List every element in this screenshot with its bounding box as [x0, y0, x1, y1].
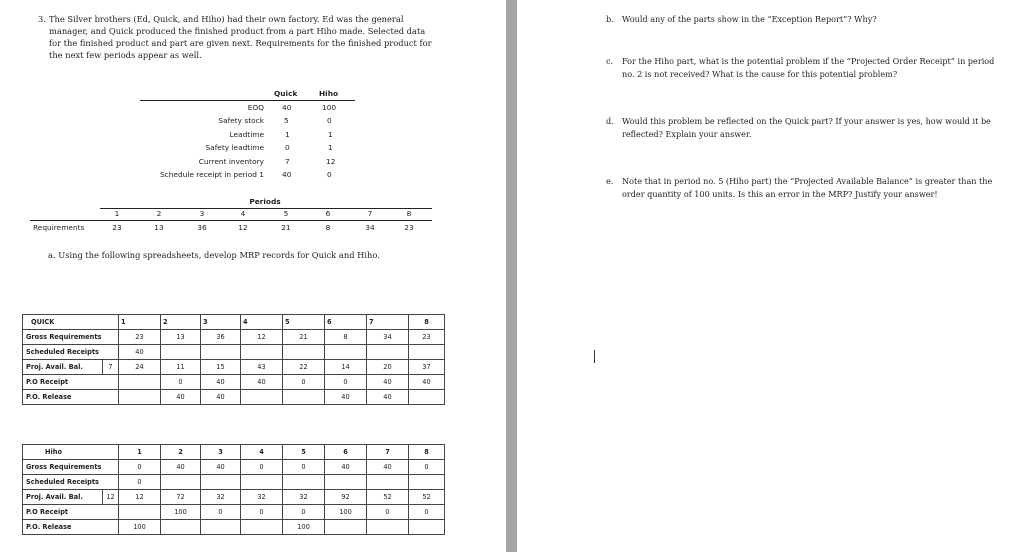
requirement-value: 23 — [112, 223, 122, 232]
table-cell: 0 — [119, 475, 161, 490]
table-cell: 100 — [161, 505, 201, 520]
param-quick-value: 5 — [284, 116, 289, 125]
question-letter: d. — [606, 116, 614, 126]
param-label: Safety stock — [218, 116, 264, 125]
param-hiho-value: 100 — [322, 103, 337, 112]
question-text: Would this problem be reflected on the Quick part? If your answer is yes, how would it be reflected? Explain your answer. — [622, 116, 991, 139]
param-hiho-value: 1 — [328, 143, 333, 152]
table-cell — [161, 345, 201, 360]
table-cell: 0 — [161, 375, 201, 390]
period-number: 6 — [325, 209, 331, 218]
table-row — [23, 345, 445, 360]
table-cell: 32 — [283, 490, 325, 505]
table-cell: 40 — [367, 390, 409, 405]
requirement-value: 13 — [154, 223, 164, 232]
question-text: Note that in period no. 5 (Hiho part) the “Projected Available Balance” is greater than the order quantity of 100 units. Is this an error in the MRP? Justify your answer! — [622, 176, 993, 199]
table-row — [23, 460, 445, 475]
param-label: Leadtime — [229, 130, 264, 139]
param-hiho-value: 0 — [327, 170, 332, 179]
header-hiho: Hiho — [319, 89, 339, 98]
right-page — [517, 0, 1024, 552]
row-label: Scheduled Receipts — [23, 475, 119, 490]
period-header: 6 — [325, 315, 367, 330]
table-cell — [201, 475, 241, 490]
table-cell: 0 — [367, 505, 409, 520]
table-cell — [241, 475, 283, 490]
period-header: 2 — [161, 445, 201, 460]
table-cell: 0 — [241, 460, 283, 475]
text-cursor — [594, 350, 595, 363]
row-label: Proj. Avail. Bal. — [23, 360, 103, 375]
row-label: Gross Requirements — [23, 330, 119, 345]
table-cell — [161, 520, 201, 535]
period-header: 1 — [119, 445, 161, 460]
requirement-value: 34 — [365, 223, 375, 232]
table-cell: 37 — [409, 360, 445, 375]
param-quick-value: 7 — [285, 157, 290, 166]
table-cell — [201, 345, 241, 360]
table-cell — [409, 475, 445, 490]
period-number: 8 — [406, 209, 412, 218]
table-cell: 12 — [119, 490, 161, 505]
param-label: Safety leadtime — [205, 143, 264, 152]
table-cell — [119, 375, 161, 390]
table-cell — [325, 475, 367, 490]
table-cell: 0 — [283, 505, 325, 520]
periods-header: Periods — [249, 197, 281, 206]
period-header: 5 — [283, 445, 325, 460]
table-cell: 15 — [201, 360, 241, 375]
requirements-table — [0, 0, 506, 240]
table-row — [23, 375, 445, 390]
param-hiho-value: 0 — [327, 116, 332, 125]
problem-line: The Silver brothers (Ed, Quick, and Hiho) had their own factory. Ed was the general — [49, 14, 404, 24]
quick-mrp-table — [22, 314, 445, 405]
table-cell — [325, 520, 367, 535]
row-label: P.O. Release — [23, 390, 119, 405]
table-cell: 0 — [241, 505, 283, 520]
question-b — [606, 13, 996, 26]
period-header: 8 — [409, 315, 445, 330]
param-quick-value: 40 — [282, 170, 292, 179]
requirement-value: 8 — [325, 223, 331, 232]
requirements-rule — [30, 220, 432, 221]
row-label: P.O Receipt — [23, 375, 119, 390]
on-hand-cell: 7 — [103, 360, 119, 375]
period-number: 5 — [283, 209, 289, 218]
table-cell: 0 — [325, 375, 367, 390]
table-cell: 100 — [325, 505, 367, 520]
table-cell — [241, 520, 283, 535]
table-cell — [241, 345, 283, 360]
param-quick-value: 40 — [282, 103, 292, 112]
table-cell: 40 — [201, 375, 241, 390]
table-cell: 11 — [161, 360, 201, 375]
table-cell: 14 — [325, 360, 367, 375]
table-cell: 40 — [325, 460, 367, 475]
table-cell: 52 — [367, 490, 409, 505]
hiho-title: Hiho — [23, 445, 119, 460]
requirements-label: Requirements — [33, 223, 85, 232]
row-label: P.O. Release — [23, 520, 119, 535]
table-cell: 40 — [409, 375, 445, 390]
table-cell — [367, 520, 409, 535]
param-hiho-value: 1 — [328, 130, 333, 139]
table-cell: 0 — [283, 460, 325, 475]
table-cell: 0 — [119, 460, 161, 475]
table-cell — [367, 345, 409, 360]
period-header: 3 — [201, 445, 241, 460]
question-letter: e. — [606, 176, 614, 186]
question-e — [606, 175, 996, 200]
period-header: 4 — [241, 445, 283, 460]
table-cell: 52 — [409, 490, 445, 505]
table-cell — [119, 505, 161, 520]
question-a: a. Using the following spreadsheets, develop MRP records for Quick and Hiho. — [48, 250, 380, 260]
row-label: Proj. Avail. Bal. — [23, 490, 103, 505]
period-header: 3 — [201, 315, 241, 330]
table-cell — [161, 475, 201, 490]
problem-line: for the finished product and part are given next. Requirements for the finished product for — [49, 38, 432, 48]
param-label: Schedule receipt in period 1 — [159, 170, 264, 179]
question-d — [606, 115, 996, 140]
hiho-mrp-table — [22, 444, 445, 535]
question-c — [606, 55, 996, 80]
table-cell: 0 — [283, 375, 325, 390]
period-number: 3 — [199, 209, 205, 218]
table-cell: 22 — [283, 360, 325, 375]
table-cell — [409, 520, 445, 535]
table-cell: 23 — [409, 330, 445, 345]
page-divider — [506, 0, 517, 552]
table-cell: 40 — [241, 375, 283, 390]
left-page — [0, 0, 506, 552]
table-cell — [283, 475, 325, 490]
requirement-value: 23 — [404, 223, 414, 232]
question-letter: b. — [606, 14, 614, 24]
table-cell: 100 — [283, 520, 325, 535]
table-row — [23, 475, 445, 490]
table-cell — [367, 475, 409, 490]
question-letter: c. — [606, 56, 614, 66]
table-cell: 40 — [201, 460, 241, 475]
requirement-value: 36 — [197, 223, 207, 232]
table-cell: 40 — [161, 390, 201, 405]
param-quick-value: 0 — [285, 143, 290, 152]
period-number: 2 — [156, 209, 162, 218]
table-cell: 24 — [119, 360, 161, 375]
table-cell — [119, 390, 161, 405]
question-text: Would any of the parts show in the “Exception Report”? Why? — [622, 14, 877, 24]
table-cell: 0 — [409, 505, 445, 520]
periods-rule — [100, 208, 432, 209]
table-cell: 40 — [367, 375, 409, 390]
table-cell — [325, 345, 367, 360]
table-cell — [241, 390, 283, 405]
requirement-value: 12 — [238, 223, 248, 232]
table-row — [23, 360, 445, 375]
table-cell: 23 — [119, 330, 161, 345]
hiho-header-row — [23, 445, 445, 460]
table-row — [23, 390, 445, 405]
requirement-value: 21 — [281, 223, 291, 232]
table-cell: 32 — [241, 490, 283, 505]
table-cell: 40 — [119, 345, 161, 360]
period-number: 4 — [240, 209, 246, 218]
table-row — [23, 330, 445, 345]
param-quick-value: 1 — [285, 130, 290, 139]
question-text: For the Hiho part, what is the potential problem if the “Projected Order Receipt” in period no. 2 is not received? What is the cause for this potential problem? — [622, 56, 995, 79]
table-cell — [409, 390, 445, 405]
period-header: 4 — [241, 315, 283, 330]
problem-line: the next few periods appear as well. — [49, 50, 202, 60]
table-cell: 21 — [283, 330, 325, 345]
quick-title: QUICK — [23, 315, 119, 330]
table-cell: 43 — [241, 360, 283, 375]
table-row — [23, 520, 445, 535]
table-cell — [409, 345, 445, 360]
header-quick: Quick — [274, 89, 298, 98]
param-label: Current inventory — [198, 157, 264, 166]
period-number: 1 — [114, 209, 120, 218]
table-cell: 0 — [201, 505, 241, 520]
table-cell — [283, 390, 325, 405]
period-number: 7 — [367, 209, 373, 218]
table-cell: 100 — [119, 520, 161, 535]
row-label: Scheduled Receipts — [23, 345, 119, 360]
param-hiho-value: 12 — [326, 157, 336, 166]
table-cell: 36 — [201, 330, 241, 345]
period-header: 7 — [367, 315, 409, 330]
table-cell: 92 — [325, 490, 367, 505]
quick-header-row — [23, 315, 445, 330]
problem-line: manager, and Quick produced the finished product from a part Hiho made. Selected data — [49, 26, 426, 36]
period-header: 1 — [119, 315, 161, 330]
table-cell — [283, 345, 325, 360]
row-label: P.O Receipt — [23, 505, 119, 520]
table-cell — [201, 520, 241, 535]
param-label: EOQ — [247, 103, 264, 112]
period-header: 6 — [325, 445, 367, 460]
period-header: 8 — [409, 445, 445, 460]
problem-number: 3. — [38, 14, 46, 24]
period-header: 5 — [283, 315, 325, 330]
table-cell: 12 — [241, 330, 283, 345]
table-row — [23, 505, 445, 520]
table-cell: 40 — [201, 390, 241, 405]
row-label: Gross Requirements — [23, 460, 119, 475]
table-cell: 34 — [367, 330, 409, 345]
table-cell: 40 — [325, 390, 367, 405]
table-cell: 40 — [367, 460, 409, 475]
table-row — [23, 490, 445, 505]
period-header: 2 — [161, 315, 201, 330]
table-cell: 8 — [325, 330, 367, 345]
table-cell: 0 — [409, 460, 445, 475]
table-cell: 32 — [201, 490, 241, 505]
table-cell: 13 — [161, 330, 201, 345]
table-cell: 72 — [161, 490, 201, 505]
table-cell: 40 — [161, 460, 201, 475]
table-cell: 20 — [367, 360, 409, 375]
period-header: 7 — [367, 445, 409, 460]
on-hand-cell: 12 — [103, 490, 119, 505]
